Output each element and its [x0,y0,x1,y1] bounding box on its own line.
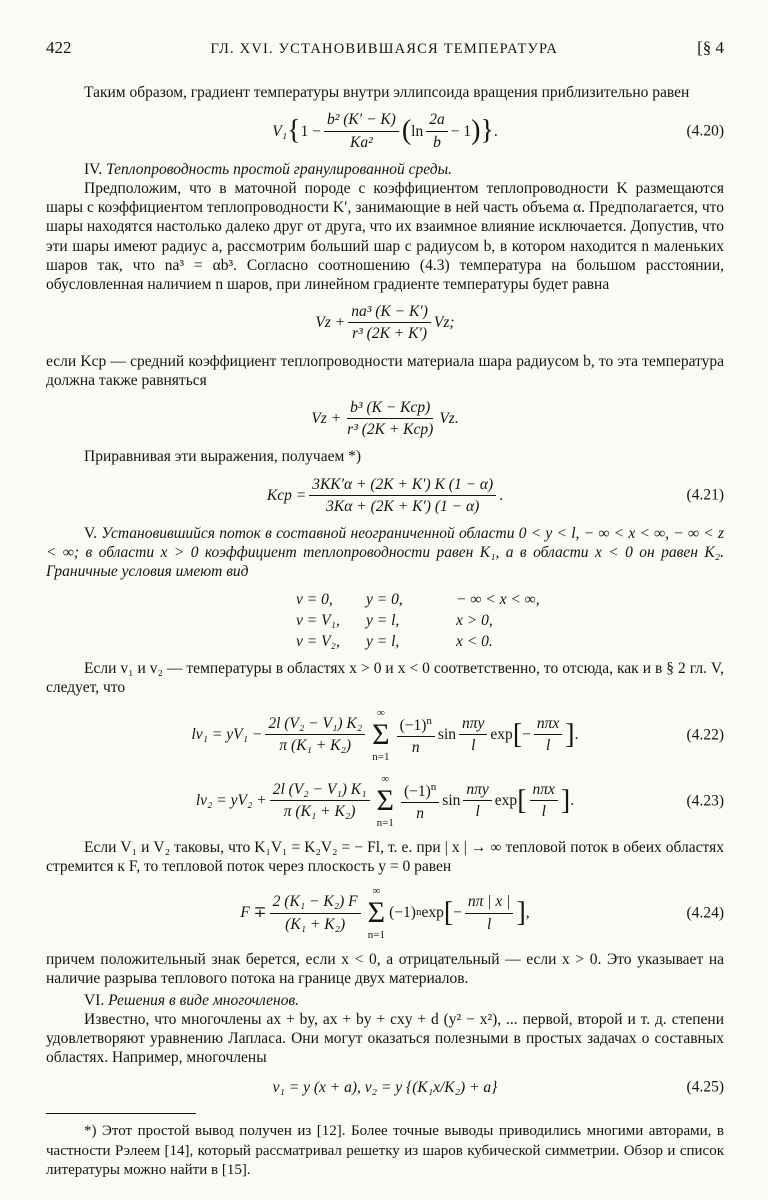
section-vi-heading: VI. Решения в виде многочленов. [84,991,300,1009]
equation-tag: (4.25) [686,1078,724,1096]
equation-tag: (4.24) [686,904,724,922]
equation-4-21: Kср = $\frac{3KK'\alpha + (2K + K') K (1 - \alpha)}{3K\alpha + (2K + K') (1 - \alpha)}$ . (4.21) [266,475,724,515]
summation: ∞ Σ n=1 [367,885,386,942]
chapter-title: ГЛ. XVI. УСТАНОВИВШАЯСЯ ТЕМПЕРАТУРА [210,41,559,57]
fraction: $\frac{\text{b² (K′ − K)}}{\text{Ka²}}$ [324,110,399,151]
page [46,38,724,1180]
section-v-heading: V. Установившийся поток в составной неограниченной области 0 < y < l, − ∞ < x < ∞, − ∞ < z < ∞; в области x > 0 коэффициент теплопроводности равен K₁, а в области x < 0 он равен K₂. Граничные условия имеют вид [46,525,725,581]
footnote-divider [46,1113,196,1114]
equation-iv-1: Vz + $\frac{\text{na³ (K − K′)}}{\text{r³ (2K + K′)}}$ Vz; [315,303,455,343]
equation-tag: (4.23) [686,792,724,810]
intro-paragraph: Таким образом, градиент температуры внутри эллипсоида вращения приблизительно равен [84,84,690,102]
section-iv-paragraph-3: Приравнивая эти выражения, получаем *) [84,448,362,466]
page-number: 422 [46,38,72,57]
running-head [46,38,724,59]
equation-4-25: v₁ = y (x + a), v₂ = y {(K₁x/K₂) + a} (4.25) [272,1078,724,1096]
equation-4-23: lv₂ = yV₂ + $\frac{\text{2l (V₂ − V₁) K₁}}{\text{π (K₁ + K₂)}}$ ∞ Σ n=1 $\frac{(-1)^n}{n}$ sin $\frac{\text{nπy}}{l}$ exp [ $\frac{\text{nπx}}{l}$ ] . (4.23) [195,772,724,829]
boundary-conditions: v = 0, y = 0, − ∞ < x < ∞, v = V₁, y = l, x > 0, v = V₂, y = l, x < 0. [296,590,540,651]
section-v-paragraph-3: причем положительный знак берется, если x < 0, а отрицательный — если x > 0. Это указывает на наличие разрыва теплового потока на границе двух материалов. [46,951,724,988]
equation-4-20: V₁ { 1 − $\frac{\text{b² (K′ − K)}}{\text{Ka²}}$ ( ln $\frac{2a}{b}$ − 1 )} . (4.20) [272,111,724,151]
summation: ∞ Σ n=1 [372,706,390,763]
fraction: $\frac{2a}{b}$ [426,110,448,151]
equation-4-22: lv₁ = yV₁ − $\frac{\text{2l (V₂ − V₁) K₂}}{\text{π (K₁ + K₂)}}$ ∞ Σ n=1 $\frac{(-1)^n}{n}$ sin $\frac{\text{nπy}}{l}$ exp [ − $\frac{\text{nπx}}{l}$ ] . (4.22) [191,706,724,763]
summation: ∞ Σ n=1 [376,772,394,829]
section-marker: [§ 4 [697,38,724,57]
equation-4-24: F ∓ $\frac{\text{2 (K₁ − K₂) F}}{\text{(K₁ + K₂)}}$ ∞ Σ n=1 (−1) n exp [ − $\frac{n\pi | x |}{l}$ ] , (4.24) [240,885,724,942]
equation-tag: (4.21) [686,486,724,504]
equation-tag: (4.22) [686,726,724,744]
equation-tag: (4.20) [686,122,724,140]
section-iv-heading: IV. Теплопроводность простой гранулированной среды. [84,160,452,178]
section-iv-paragraph: Предположим, что в маточной породе с коэффициентом теплопроводности K размещаются шары с коэффициентом теплопроводности K′, занимающие в ней часть объема α. Предполагается, что шары находятся настолько далеко друг от друга, что их взаимное влияние исключается. Допустив, что эти шары имеют радиус a, рассмотрим больший шар с радиусом b, в котором находится n маленьких шаров так, что na³ = αb³. Согласно соотношению (4.3) температура на большом расстоянии, обусловленная наличием n шаров, при линейном градиенте температуры будет равна [46,180,724,294]
section-v-paragraph-2: Если V₁ и V₂ таковы, что K₁V₁ = K₂V₂ = − Fl, т. е. при | x | → ∞ тепловой поток в обеих областях стремится к F, то тепловой поток через плоскость y = 0 равен [46,838,724,875]
section-vi-paragraph: Известно, что многочлены ax + by, ax + by + cxy + d (y² − x²), ... первой, второй и т. д. степени удовлетворяют уравнению Лапласа. Они могут оказаться полезными в простых задачах о составных областях. Например, многочлены [46,1010,724,1067]
eq-lhs: V₁ [272,122,288,140]
section-iv-paragraph-2: если Kср — средний коэффициент теплопроводности материала шара радиусом b, то эта температура должна также равняться [46,352,724,389]
section-v-paragraph: Если v₁ и v₂ — температуры в областях x > 0 и x < 0 соответственно, то отсюда, как и в § 2 гл. V, следует, что [46,660,724,697]
equation-iv-2: Vz + $\frac{\text{b³ (K − Kср)}}{\text{r³ (2K + Kср)}}$ Vz. [311,399,459,439]
footnote: *) Этот простой вывод получен из [12]. Более точные выводы приводились многими авторами, в частности Рэлеем [14], который рассматривал решетку из шаров кубической симметрии. Обзор и список литературы можно найти в [15]. [46,1123,724,1178]
